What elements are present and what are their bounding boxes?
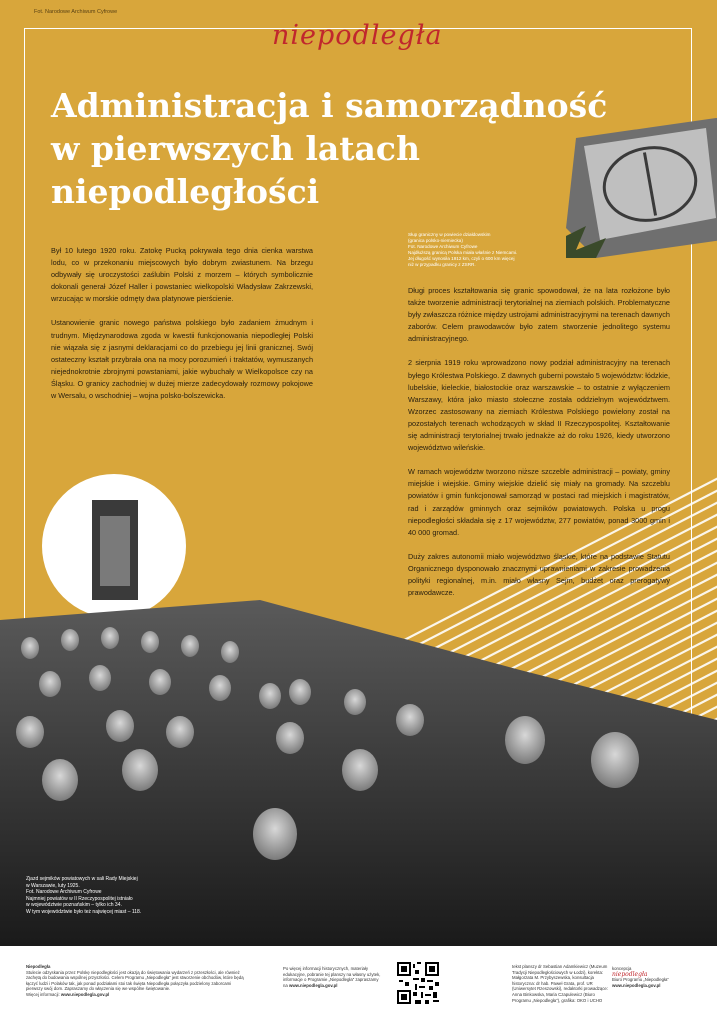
niepodlegla-logo: niepodległa	[272, 20, 443, 51]
footer-concept-text: Biuro Programu „Niepodległa”	[612, 977, 669, 983]
paragraph: Był 10 lutego 1920 roku. Zatokę Pucką pokrywała tego dnia cienka warstwa lodu, co w przekonaniu miejscowych było dobrym zwiastunem. Na brzegu odbywały się uroczystości zaślubin Polski z morzem – których symbolicznie dokonali generał Józef Haller i powstaniec wielkopolski Władysław Zakrzewski, wrzucając w morskie odmęty dwa platynowe pierścienie.	[51, 246, 313, 304]
stone-caption-line: Najdłuższą granicą Polska miała właśnie z Niemcami.	[408, 250, 518, 255]
paragraph: Długi proces kształtowania się granic spowodował, że na lata rozłożone było także tworzenie administracji terytorialnej na ziemiach polskich. Problematyczne były zwłaszcza różnice między ustrojami administracyjnymi na terenach dawnych zaborów. Celem prawodawców było zatem stworzenie jednolitego systemu administracyjnego.	[408, 286, 670, 344]
footer-concept-link[interactable]: www.niepodlegla.gov.pl	[612, 982, 661, 988]
paragraph: Ustanowienie granic nowego państwa polskiego było zadaniem żmudnym i trudnym. Międzynarodowa zgoda w kwestii funkcjonowania niepodległej Polski nie wiązała się z jasnymi deklaracjami co do przebiegu jej linii granicznej. Swój ostateczny kształt przybrała ona na mocy porozumień i traktatów, wymuszanych niejednokrotnie zbrojnymi powstaniami, jakie wybuchały w Wielkopolsce czy na Śląsku. O granicy zachodniej w dużej mierze zadecydowały rozmowy pokojowe w Wersalu, o wschodniej – wojna polsko-bolszewicka.	[51, 318, 313, 401]
stone-caption-line: Jej długość wynosiła 1912 km, czyli o 600 km więcej	[408, 256, 515, 261]
photo-caption	[26, 876, 206, 916]
footer-more-info-text: Po więcej informacji historycznych, materiały edukacyjne, pobranie tej planszy na własny użytek, informacje o Programie „Niepodległa” zapraszamy na	[283, 966, 381, 988]
stone-caption	[408, 232, 568, 268]
title-line-1: Administracja i samorządność	[51, 86, 608, 125]
qr-code-icon[interactable]	[397, 962, 439, 1004]
footer-more-info	[283, 966, 383, 988]
footer-credits-text: tekst planszy dr Sebastian Adamkiewicz (Muzeum Tradycji Niepodległościowych w Łodzi), korekta: Małgorzata M. Przybyszewska, konsultacja historyczna: dr hab. Paweł Grata, prof. UR (Uniwersytet Rzeszowski), redaktorki prowadzące: Anna Binkowska, Maria Czapulewicz (Biuro Programu „Niepodległa”), grafika: OKO i UCHO	[512, 964, 608, 1003]
paragraph: Duży zakres autonomii miało województwo śląskie, które na podstawie Statutu Organicznego dysponowało znacznymi uprawnieniami w zakresie prowadzenia polityki regionalnej, m.in. miało własny Sejm, budżet oraz prerogatywy prawodawcze.	[408, 551, 670, 598]
photo-caption-line: Zjazd sejmików powiatowych w sali Rady Miejskiej	[26, 876, 138, 882]
photo-caption-line: W tym województwie było też najwięcej miast – 118.	[26, 908, 142, 915]
footer-niepodlegla-logo: niepodległa	[612, 970, 648, 978]
stone-caption-line: niż w przypadku granicy z ZSRR.	[408, 262, 476, 267]
poster-title	[51, 84, 651, 213]
footer-about-link[interactable]: www.niepodlegla.gov.pl	[60, 991, 110, 997]
footer-concept	[612, 966, 708, 988]
footer-about-title: Niepodległa	[26, 964, 51, 969]
stone-caption-line: Fot. Narodowe Archiwum Cyfrowe	[408, 244, 478, 249]
stone-caption-line: Słup graniczny w powiecie działdowskim	[408, 232, 491, 237]
photo-caption-line: Najmniej powiatów w II Rzeczypospolitej istniało	[26, 895, 133, 902]
top-photo-credit: Fot. Narodowe Archiwum Cyfrowe	[34, 9, 118, 15]
footer-about-text: Stulecie odzyskania przez Polskę niepodległości jest okazją do świętowania wydarzeń z przeszłości, ale również zachętą do budowania wspólnej przyszłości. Celem Programu „Niepodległa” jest stworzenie obchodów, które będą łączyć ludzi i Polaków tak, jak ponad podziałami stoi tak święta Niepodległa połączyła podzielony zaborcami pierwszy swój dom. Zapraszamy do włączenia się we wspólne świętowanie.	[26, 969, 244, 992]
footer	[0, 946, 717, 1024]
paragraph: W ramach województw tworzono niższe szczeble administracji – powiaty, gminy miejskie i wiejskie. Gminy wiejskie dzielić się miały na gromady. Na szczeblu powiatów i gmin funkcjonował samorząd w postaci rad miejskich i magistratów, rad i zarządów gminnych oraz sejmików powiatowych. Polska u progu niepodległości składała się z 17 województw, 277 powiatów, ponad 3000 gmin i 40 000 gromad.	[408, 467, 670, 537]
stone-caption-line: (granica polsko-niemiecka)	[408, 238, 463, 243]
paragraph: 2 sierpnia 1919 roku wprowadzono nowy podział administracyjny na terenach byłego Królestwa Polskiego. Z dawnych guberni powstało 5 województw: łódzkie, lubelskie, kieleckie, białostockie oraz warszawskie – to ostatnie z wyłączeniem Warszawy, która jako miasto stołeczne została oddzielnym województwem. Wzorzec zastosowany na ziemiach Królestwa Polskiego powielony został na pozostałych terenach wchodzących w skład II Rzeczypospolitej. Kształtowanie się administracji terytorialnej trwało jednakże aż do roku 1926, kiedy utworzono województwo wileńskie.	[408, 358, 671, 453]
photo-caption-line: Fot. Narodowe Archiwum Cyfrowe	[26, 889, 102, 896]
footer-credits	[512, 964, 608, 1003]
footer-about-link-prefix: Więcej informacji:	[26, 991, 61, 997]
photo-caption-line: w województwie poznańskim – tylko ich 34.	[26, 902, 122, 909]
footer-concept-label: koncepcja	[612, 966, 632, 971]
footer-more-info-link[interactable]: www.niepodlegla.gov.pl	[288, 982, 338, 988]
photo-caption-line: w Warszawie, luty 1925.	[26, 882, 80, 889]
right-text-column	[408, 285, 670, 611]
left-text-column	[51, 245, 313, 414]
title-line-3: niepodległości	[51, 172, 320, 211]
boundary-stone-image	[566, 118, 717, 258]
footer-about	[26, 964, 246, 998]
title-line-2: w pierwszych latach	[51, 129, 420, 168]
